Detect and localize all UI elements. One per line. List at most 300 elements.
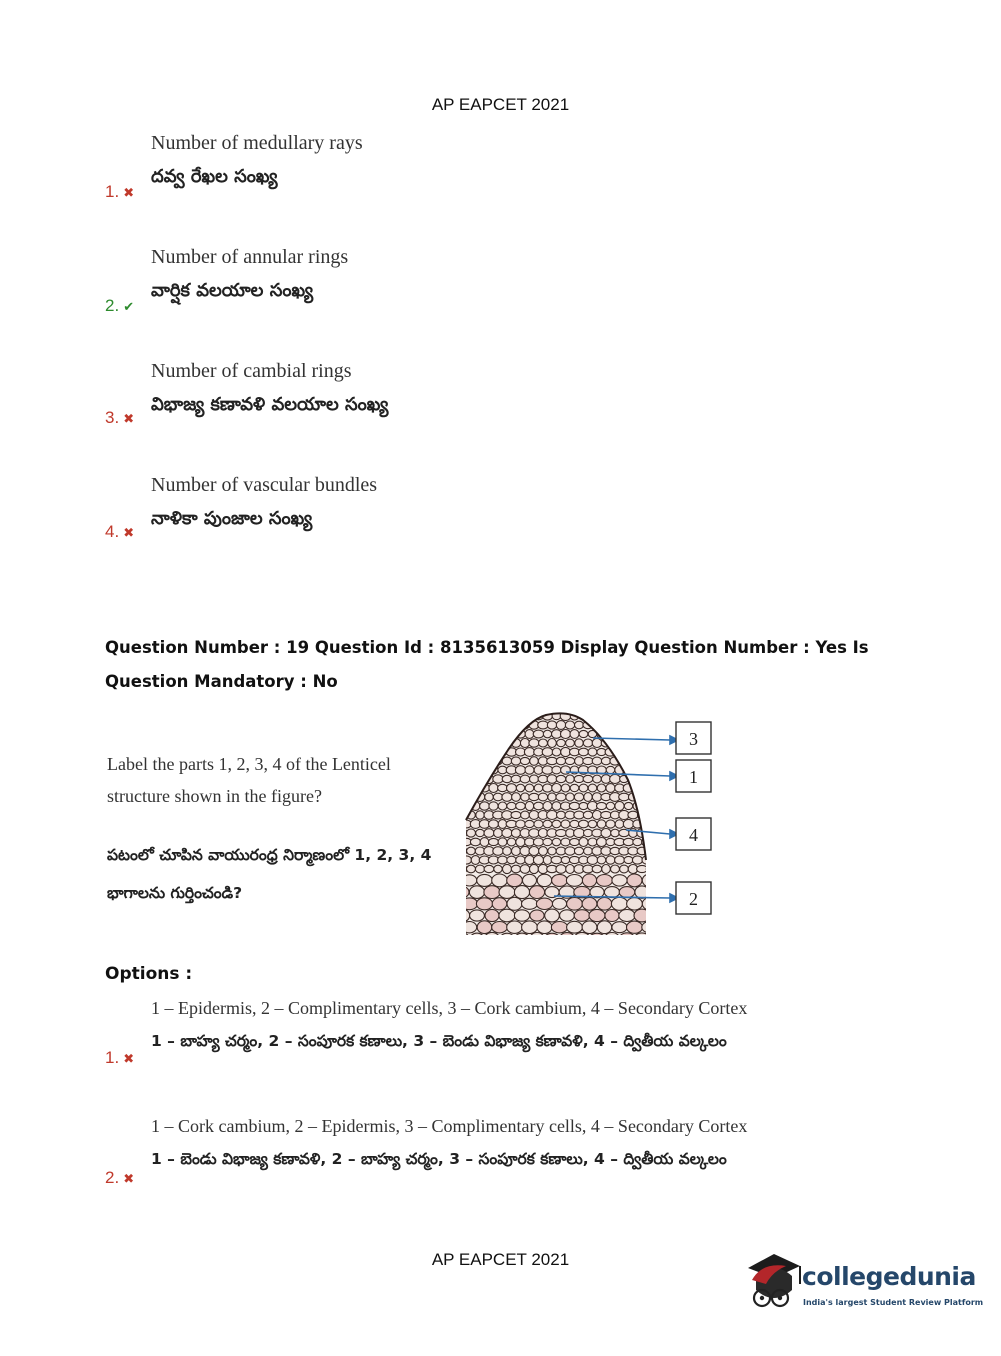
cell-shape xyxy=(588,712,597,720)
cell-shape xyxy=(512,847,521,856)
cell-shape xyxy=(534,784,543,792)
cell-shape xyxy=(522,898,538,909)
cell-shape xyxy=(567,898,583,911)
cell-shape xyxy=(466,757,476,765)
logo-tagline: India's largest Student Review Platform xyxy=(803,1298,984,1307)
cell-shape xyxy=(579,748,589,756)
cell-shape xyxy=(575,739,583,747)
cell-shape xyxy=(611,865,620,873)
cell-shape xyxy=(484,829,494,838)
cell-shape xyxy=(476,829,485,836)
check-mark-icon: ✔ xyxy=(123,299,135,314)
cell-shape xyxy=(462,875,477,886)
cell-shape xyxy=(467,829,476,837)
cell-shape xyxy=(615,712,624,720)
cell-shape xyxy=(611,897,627,910)
cell-shape xyxy=(499,909,515,922)
cell-shape xyxy=(507,730,516,739)
cell-shape xyxy=(458,775,467,783)
cell-shape xyxy=(494,865,502,873)
cell-shape xyxy=(561,784,570,792)
cell-shape xyxy=(458,739,467,746)
cell-shape xyxy=(534,820,543,828)
cell-shape xyxy=(500,933,514,942)
cell-shape xyxy=(610,775,621,784)
cell-shape xyxy=(637,721,646,729)
cell-shape xyxy=(543,856,551,865)
cell-shape xyxy=(462,748,472,757)
cell-shape xyxy=(470,838,480,846)
cell-shape xyxy=(530,775,539,783)
cell-shape xyxy=(523,874,537,886)
cell-shape xyxy=(529,811,539,820)
cell-shape xyxy=(489,748,499,757)
cell-shape xyxy=(574,811,584,819)
cell-shape xyxy=(480,765,490,774)
prev-option-1-en: Number of medullary rays xyxy=(151,132,363,154)
cell-shape xyxy=(566,829,575,837)
cell-shape xyxy=(539,847,548,856)
cell-shape xyxy=(566,739,575,747)
cell-shape xyxy=(475,721,485,729)
cell-shape xyxy=(477,874,493,886)
cell-shape xyxy=(606,820,615,828)
cell-shape xyxy=(565,847,575,855)
cell-shape xyxy=(628,757,639,766)
cell-shape xyxy=(597,784,606,792)
cell-shape xyxy=(559,933,574,942)
cell-shape xyxy=(579,820,589,828)
cell-shape xyxy=(484,721,494,729)
cell-shape xyxy=(619,887,635,898)
cell-shape xyxy=(583,757,593,764)
cell-shape xyxy=(462,730,472,739)
cell-shape xyxy=(502,829,512,838)
cell-shape xyxy=(494,829,503,838)
cell-shape xyxy=(610,811,619,819)
cell-shape xyxy=(525,712,535,720)
cell-shape xyxy=(511,829,520,838)
cell-shape xyxy=(597,921,611,934)
prev-option-2-en: Number of annular rings xyxy=(151,246,349,268)
prev-option-1-te: దవ్వ రేఖల సంఖ్య xyxy=(151,166,278,187)
cell-shape xyxy=(493,847,503,856)
cell-shape xyxy=(647,721,656,729)
cell-shape xyxy=(632,856,642,864)
cell-shape xyxy=(605,730,615,737)
cell-shape xyxy=(530,910,544,921)
cell-shape xyxy=(567,921,583,933)
cell-shape xyxy=(566,875,582,887)
cell-shape xyxy=(646,847,656,855)
cell-shape xyxy=(507,712,516,721)
cell-shape xyxy=(574,828,585,837)
cell-shape xyxy=(529,829,540,838)
wrong-mark-icon: ✖ xyxy=(123,1171,135,1186)
cell-shape xyxy=(597,802,607,809)
cell-shape xyxy=(525,820,534,827)
cell-shape xyxy=(543,730,551,738)
cell-shape xyxy=(552,838,561,846)
label-1: 1 xyxy=(689,767,698,787)
cell-shape xyxy=(529,739,539,747)
cell-shape xyxy=(476,811,484,819)
cell-shape xyxy=(470,933,484,942)
prev-option-2-number: 2. ✔ xyxy=(105,296,135,315)
cell-shape xyxy=(543,784,553,792)
cell-shape xyxy=(476,775,485,783)
cell-shape xyxy=(537,921,552,934)
cell-shape xyxy=(515,933,529,942)
cell-shape xyxy=(551,856,562,864)
cell-shape xyxy=(485,793,494,801)
cell-shape xyxy=(574,847,583,855)
cell-shape xyxy=(503,847,512,856)
cell-shape xyxy=(606,784,615,793)
cell-shape xyxy=(588,784,597,792)
cell-shape xyxy=(557,811,566,819)
cell-shape xyxy=(542,766,553,774)
cell-shape xyxy=(646,757,656,765)
prev-option-4-number: 4. ✖ xyxy=(105,522,135,541)
cell-shape xyxy=(561,856,570,863)
cell-shape xyxy=(522,921,538,934)
cell-shape xyxy=(514,886,529,899)
cell-shape xyxy=(556,865,566,874)
cell-shape xyxy=(579,730,588,737)
cell-shape xyxy=(570,838,580,845)
cell-shape xyxy=(642,712,651,720)
cell-shape xyxy=(458,811,467,819)
cell-shape xyxy=(548,847,556,855)
cell-shape xyxy=(633,730,642,738)
option-2-number: 2. ✖ xyxy=(105,1168,135,1187)
cell-shape xyxy=(498,729,507,738)
prev-option-3-number: 3. ✖ xyxy=(105,408,135,427)
cell-shape xyxy=(492,898,507,910)
cell-shape xyxy=(566,865,575,874)
cell-shape xyxy=(601,720,611,729)
cell-shape xyxy=(637,775,647,784)
cell-shape xyxy=(480,712,489,720)
cell-shape xyxy=(619,721,629,729)
cell-shape xyxy=(627,921,643,933)
cell-shape xyxy=(619,739,629,747)
cell-shape xyxy=(637,793,648,802)
cell-shape xyxy=(493,721,503,730)
cell-shape xyxy=(547,721,556,729)
cell-shape xyxy=(520,739,529,748)
cell-shape xyxy=(612,875,627,886)
cell-shape xyxy=(628,721,638,728)
cell-shape xyxy=(606,802,614,810)
cell-shape xyxy=(458,721,466,730)
cell-shape xyxy=(489,838,499,845)
cell-shape xyxy=(610,721,621,730)
cell-shape xyxy=(498,712,508,720)
cell-shape xyxy=(583,739,592,747)
cell-shape xyxy=(498,784,508,791)
cell-shape xyxy=(462,802,471,811)
cell-shape xyxy=(552,748,561,756)
cell-shape xyxy=(477,921,492,934)
cell-shape xyxy=(525,801,533,810)
cell-shape xyxy=(604,933,619,943)
cell-shape xyxy=(612,922,627,933)
cell-shape xyxy=(516,712,526,719)
cell-shape xyxy=(642,802,652,809)
cell-shape xyxy=(582,874,596,887)
cell-shape xyxy=(611,829,620,837)
cell-shape xyxy=(489,802,498,810)
option-1-number: 1. ✖ xyxy=(105,1048,135,1067)
cell-shape xyxy=(601,811,612,818)
cell-shape xyxy=(619,910,635,922)
cell-shape xyxy=(582,921,597,934)
cell-shape xyxy=(642,820,652,827)
cell-shape xyxy=(498,838,507,846)
cell-shape xyxy=(547,757,558,764)
cell-shape xyxy=(458,847,467,856)
cell-shape xyxy=(476,898,492,910)
cell-shape xyxy=(498,856,508,864)
cell-shape xyxy=(507,802,516,809)
cell-shape xyxy=(597,712,607,720)
cell-shape xyxy=(516,802,526,810)
cell-shape xyxy=(458,757,467,765)
cell-shape xyxy=(592,757,602,765)
prev-option-4-en: Number of vascular bundles xyxy=(151,474,378,496)
cell-shape xyxy=(592,739,602,748)
cell-shape xyxy=(574,775,584,782)
cell-shape xyxy=(642,748,651,757)
cell-shape xyxy=(458,886,469,898)
cell-shape xyxy=(575,721,584,729)
cell-shape xyxy=(624,712,634,720)
cell-shape xyxy=(601,757,610,765)
cell-shape xyxy=(503,721,512,729)
cell-shape xyxy=(529,886,544,899)
cell-shape xyxy=(606,766,615,773)
cell-shape xyxy=(489,784,498,793)
cell-shape xyxy=(569,802,579,809)
cell-shape xyxy=(475,865,484,873)
cell-shape xyxy=(469,886,484,899)
cell-shape xyxy=(530,757,539,766)
cell-shape xyxy=(493,739,503,747)
cell-shape xyxy=(628,811,638,819)
cell-shape xyxy=(475,739,485,746)
cell-shape xyxy=(499,886,515,899)
cell-shape xyxy=(628,739,639,748)
cell-shape xyxy=(593,721,602,730)
cell-shape xyxy=(556,721,565,730)
prev-option-2-te: వార్షిక వలయాల సంఖ్య xyxy=(151,280,314,301)
cell-shape xyxy=(633,784,642,793)
question-text-en: Label the parts 1, 2, 3, 4 of the Lenticel structure shown in the figure? xyxy=(107,754,391,806)
cell-shape xyxy=(570,784,579,791)
page-footer: AP EAPCET 2021 xyxy=(431,1250,570,1269)
cell-shape xyxy=(615,801,624,810)
cell-shape xyxy=(642,730,651,738)
prev-option-3-en: Number of cambial rings xyxy=(151,360,352,382)
cell-shape xyxy=(601,829,611,838)
page-header: AP EAPCET 2021 xyxy=(431,95,570,114)
cell-shape xyxy=(516,856,526,864)
cell-shape xyxy=(492,922,508,933)
cell-shape xyxy=(565,721,574,729)
cell-shape xyxy=(493,775,503,783)
cell-shape xyxy=(515,766,525,775)
cell-shape xyxy=(552,766,561,774)
cell-shape xyxy=(560,910,575,921)
cell-shape xyxy=(511,811,521,818)
cell-shape xyxy=(525,766,534,774)
cell-shape xyxy=(466,793,476,801)
cell-shape xyxy=(484,865,494,872)
cell-shape xyxy=(604,887,619,898)
cell-shape xyxy=(615,730,625,737)
wrong-mark-icon: ✖ xyxy=(123,525,135,540)
cell-shape xyxy=(623,819,633,828)
cell-shape xyxy=(579,838,588,847)
cell-shape xyxy=(556,775,566,782)
cell-shape xyxy=(583,811,592,819)
cell-shape xyxy=(634,909,650,922)
cell-shape xyxy=(529,847,539,856)
cell-shape xyxy=(556,829,567,836)
cell-shape xyxy=(493,793,502,801)
cell-shape xyxy=(533,730,544,738)
label-2: 2 xyxy=(689,889,698,909)
options-label: Options : xyxy=(105,964,193,984)
question-text-te: పటంలో చూపిన వాయురంధ్ర నిర్మాణంలో 1, 2, 3, 4 భాగాలను గుర్తించండి? xyxy=(107,846,432,902)
cell-shape xyxy=(511,757,520,765)
cell-shape xyxy=(561,730,571,739)
cell-shape xyxy=(507,784,517,793)
cell-shape xyxy=(566,793,574,801)
cell-shape xyxy=(516,820,526,828)
cell-shape xyxy=(521,811,530,819)
cell-shape xyxy=(592,865,602,873)
cell-shape xyxy=(484,739,493,746)
label-4: 4 xyxy=(689,825,698,845)
cell-shape xyxy=(646,865,655,873)
cell-shape xyxy=(574,932,590,942)
cell-shape xyxy=(633,766,642,775)
cell-shape xyxy=(503,864,512,873)
cell-shape xyxy=(552,820,561,828)
cell-shape xyxy=(467,739,476,746)
cell-shape xyxy=(552,802,561,811)
cell-shape xyxy=(556,757,565,765)
cell-shape xyxy=(624,730,633,738)
cell-shape xyxy=(557,739,566,746)
cell-shape xyxy=(642,874,656,887)
cell-shape xyxy=(529,793,539,800)
cell-shape xyxy=(471,766,480,775)
cell-shape xyxy=(547,775,557,784)
cell-shape xyxy=(462,922,476,933)
cell-shape xyxy=(584,793,592,802)
cell-shape xyxy=(561,766,571,774)
prev-option-1-number: 1. ✖ xyxy=(105,182,135,201)
cell-shape xyxy=(525,784,534,792)
cell-shape xyxy=(561,838,570,846)
cell-shape xyxy=(620,865,629,873)
cell-shape xyxy=(462,712,472,720)
cell-shape xyxy=(458,829,467,837)
cell-shape xyxy=(611,739,620,748)
cell-shape xyxy=(489,730,499,738)
cell-shape xyxy=(615,856,625,864)
cell-shape xyxy=(579,784,588,792)
cell-shape xyxy=(615,748,623,756)
cell-shape xyxy=(480,802,490,810)
cell-shape xyxy=(624,748,633,757)
cell-shape xyxy=(574,793,583,801)
cell-shape xyxy=(512,793,521,802)
cell-shape xyxy=(569,856,579,863)
cell-shape xyxy=(589,909,605,921)
cell-shape xyxy=(575,757,584,766)
cell-shape xyxy=(548,793,556,801)
cell-shape xyxy=(624,856,633,863)
cell-shape xyxy=(462,784,470,792)
cell-shape xyxy=(525,730,534,739)
cell-shape xyxy=(634,933,650,942)
option-2-en: 1 – Cork cambium, 2 – Epidermis, 3 – Complimentary cells, 4 – Secondary Cortex xyxy=(151,1116,748,1136)
cell-shape xyxy=(507,856,516,864)
cell-shape xyxy=(620,757,629,765)
cell-shape xyxy=(471,712,480,720)
cell-shape xyxy=(646,793,656,801)
cell-shape xyxy=(502,793,512,802)
cell-shape xyxy=(467,721,476,730)
option-1-en: 1 – Epidermis, 2 – Complimentary cells, 3 – Cork cambium, 4 – Secondary Cortex xyxy=(151,998,748,1018)
wrong-mark-icon: ✖ xyxy=(123,411,135,426)
cell-shape xyxy=(489,712,498,721)
cell-shape xyxy=(458,909,470,922)
cell-shape xyxy=(538,793,547,801)
cell-shape xyxy=(533,838,543,846)
cell-shape xyxy=(606,856,615,864)
cell-shape xyxy=(537,874,552,886)
cell-shape xyxy=(524,748,534,757)
cell-shape xyxy=(511,775,521,783)
cell-shape xyxy=(548,739,557,748)
question-meta: Question Number : 19 Question Id : 8135613059 Display Question Number : Yes Is Question Mandatory : No xyxy=(105,638,869,691)
lenticel-figure xyxy=(458,710,718,942)
cell-shape xyxy=(635,886,649,898)
cell-shape xyxy=(627,874,642,887)
cell-shape xyxy=(507,874,523,887)
cell-shape xyxy=(538,721,549,729)
cell-shape xyxy=(597,898,612,911)
cell-shape xyxy=(606,711,615,720)
cell-shape xyxy=(480,730,488,738)
logo-text: collegedunia xyxy=(802,1262,976,1291)
cell-shape xyxy=(543,802,552,811)
cell-shape xyxy=(556,793,566,801)
cell-shape xyxy=(520,865,530,874)
cell-shape xyxy=(566,775,574,783)
cell-shape xyxy=(471,729,480,738)
cell-shape xyxy=(561,747,571,756)
cell-shape xyxy=(565,757,574,764)
cell-shape xyxy=(484,932,499,942)
cell-shape xyxy=(619,793,630,801)
